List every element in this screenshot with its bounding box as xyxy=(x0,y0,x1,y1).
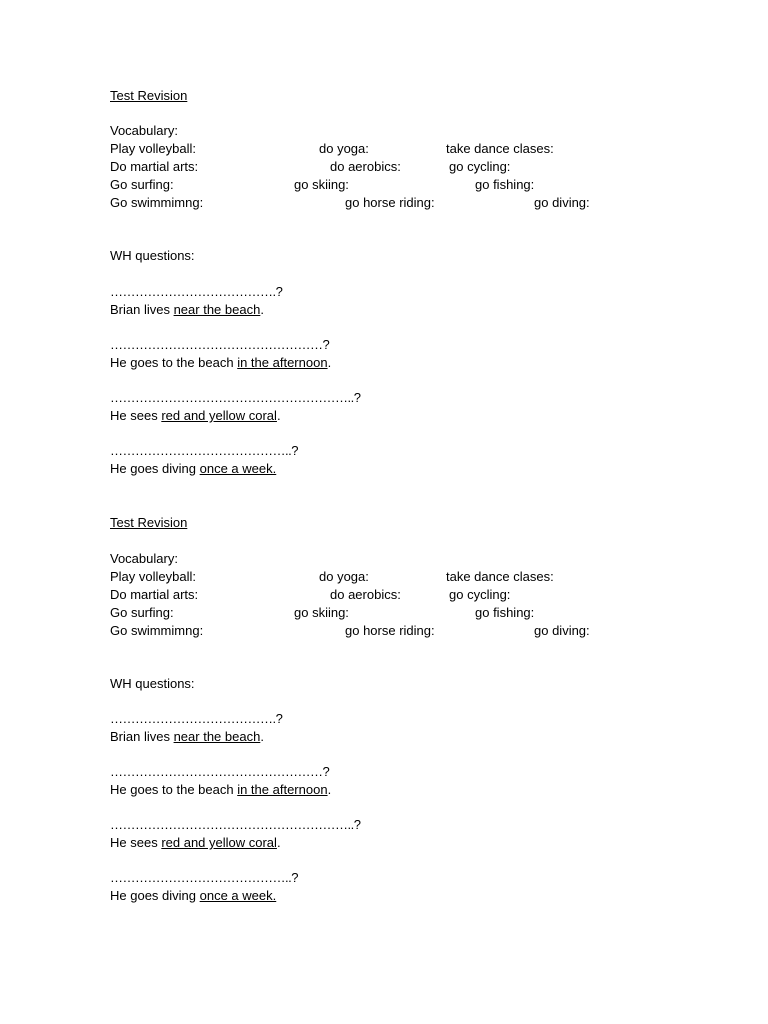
vocab-row xyxy=(110,140,730,158)
vocab-item: take dance clases: xyxy=(446,141,554,156)
vocab-item: go horse riding: xyxy=(345,195,435,210)
sentence-text: . xyxy=(276,835,281,850)
sentence-text: . xyxy=(260,302,264,317)
question-blank: ……………………………………..? xyxy=(110,870,298,885)
sentence-text: . xyxy=(327,782,332,797)
sentence-text: He goes diving xyxy=(110,888,200,903)
wh-questions-label: WH questions: xyxy=(110,676,195,691)
underlined-answer: in the afternoon xyxy=(237,355,328,370)
underlined-answer: in the afternoon xyxy=(237,782,328,797)
question-blank: ……………………………………………? xyxy=(110,764,330,779)
vocab-row xyxy=(110,176,730,194)
question-blank: ……………………………………………? xyxy=(110,337,330,352)
sentence-text: . xyxy=(327,355,332,370)
vocab-item: Do martial arts: xyxy=(110,587,199,602)
section-title: Test Revision xyxy=(110,88,188,103)
sentence-text: . xyxy=(260,729,264,744)
underlined-answer: red and yellow coral xyxy=(161,835,277,850)
vocab-item: go skiing: xyxy=(294,605,349,620)
underlined-answer: near the beach xyxy=(173,302,261,317)
underlined-answer: once a week. xyxy=(199,461,277,476)
answer-sentence xyxy=(110,407,281,425)
vocab-row xyxy=(110,194,730,212)
answer-sentence xyxy=(110,834,281,852)
sentence-text: He sees xyxy=(110,408,162,423)
sentence-text: . xyxy=(276,408,281,423)
answer-sentence xyxy=(110,460,276,478)
answer-sentence xyxy=(110,781,331,799)
vocab-row xyxy=(110,622,730,640)
vocab-item: take dance clases: xyxy=(446,569,554,584)
question-blank: …………………………………………………..? xyxy=(110,390,361,405)
underlined-answer: near the beach xyxy=(173,729,261,744)
question-blank: ………………………………….? xyxy=(110,711,283,726)
vocab-item: Play volleyball: xyxy=(110,569,196,584)
vocab-item: go horse riding: xyxy=(345,623,435,638)
sentence-text: Brian lives xyxy=(110,729,174,744)
vocab-item: Go surfing: xyxy=(110,605,174,620)
underlined-answer: once a week. xyxy=(199,888,277,903)
sentence-text: Brian lives xyxy=(110,302,174,317)
question-blank: ………………………………….? xyxy=(110,284,283,299)
answer-sentence xyxy=(110,301,264,319)
vocab-item: go cycling: xyxy=(449,587,511,602)
vocab-item: do yoga: xyxy=(319,141,369,156)
sentence-text: He goes to the beach xyxy=(110,355,238,370)
vocabulary-label: Vocabulary: xyxy=(110,551,178,566)
vocab-item: go diving: xyxy=(534,195,590,210)
vocab-row xyxy=(110,586,730,604)
answer-sentence xyxy=(110,728,264,746)
vocab-item: go fishing: xyxy=(475,177,535,192)
vocab-item: Do martial arts: xyxy=(110,159,199,174)
vocab-item: Go surfing: xyxy=(110,177,174,192)
vocab-row xyxy=(110,604,730,622)
vocab-item: Go swimmimng: xyxy=(110,623,204,638)
vocabulary-label: Vocabulary: xyxy=(110,123,178,138)
vocab-item: do yoga: xyxy=(319,569,369,584)
sentence-text: He goes diving xyxy=(110,461,200,476)
vocab-row xyxy=(110,568,730,586)
vocab-item: Go swimmimng: xyxy=(110,195,204,210)
vocab-item: do aerobics: xyxy=(330,587,401,602)
underlined-answer: red and yellow coral xyxy=(161,408,277,423)
vocab-item: Play volleyball: xyxy=(110,141,196,156)
vocab-item: go cycling: xyxy=(449,159,511,174)
vocab-item: do aerobics: xyxy=(330,159,401,174)
question-blank: …………………………………………………..? xyxy=(110,817,361,832)
section-title: Test Revision xyxy=(110,515,188,530)
wh-questions-label: WH questions: xyxy=(110,248,195,263)
vocab-item: go diving: xyxy=(534,623,590,638)
answer-sentence xyxy=(110,887,276,905)
question-blank: ……………………………………..? xyxy=(110,443,298,458)
vocab-item: go fishing: xyxy=(475,605,535,620)
answer-sentence xyxy=(110,354,331,372)
vocab-row xyxy=(110,158,730,176)
vocab-item: go skiing: xyxy=(294,177,349,192)
sentence-text: He goes to the beach xyxy=(110,782,238,797)
sentence-text: He sees xyxy=(110,835,162,850)
